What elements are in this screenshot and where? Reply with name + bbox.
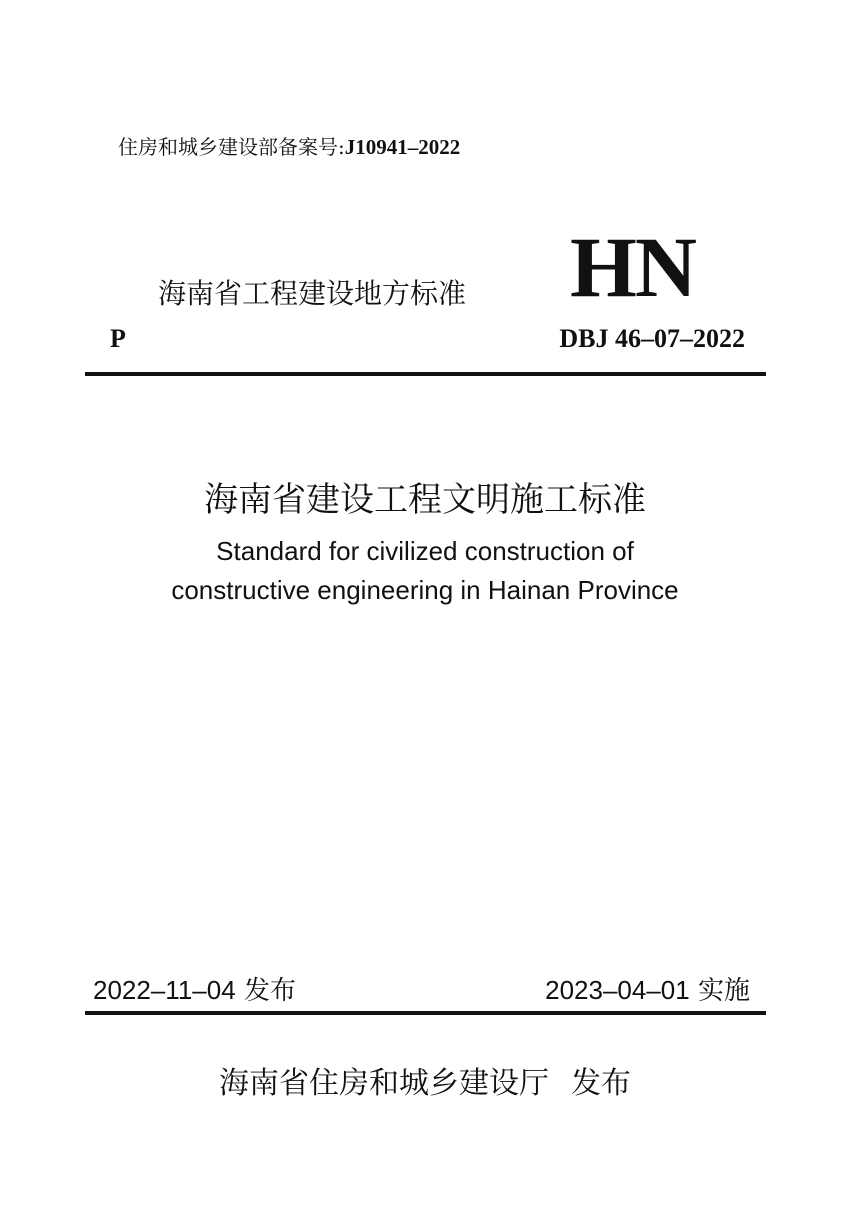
issue-date-label: 发布 xyxy=(243,976,296,1006)
publisher-action: 发布 xyxy=(571,1066,631,1101)
filing-label: 住房和城乡建设部备案号: xyxy=(118,135,345,159)
title-chinese: 海南省建设工程文明施工标准 xyxy=(204,480,646,520)
issue-date-value: 2022–11–04 xyxy=(93,975,236,1005)
publisher-name: 海南省住房和城乡建设厅 xyxy=(219,1066,549,1101)
implement-date xyxy=(545,970,750,1007)
classification-letter: P xyxy=(110,324,126,353)
standard-number: DBJ 46–07–2022 xyxy=(559,324,745,353)
implement-date-label: 实施 xyxy=(697,976,750,1006)
issue-date xyxy=(93,970,296,1007)
filing-code: J10941–2022 xyxy=(344,135,461,159)
filing-record xyxy=(118,131,460,160)
publisher xyxy=(0,1058,850,1102)
title-english-line1: Standard for civilized construction of xyxy=(216,536,634,566)
series-title: 海南省工程建设地方标准 xyxy=(158,277,467,310)
top-divider xyxy=(85,372,766,376)
hn-logo: HN xyxy=(570,219,695,315)
implement-date-value: 2023–04–01 xyxy=(545,975,690,1005)
bottom-divider xyxy=(85,1011,766,1015)
title-english-line2: constructive engineering in Hainan Province xyxy=(171,575,679,605)
